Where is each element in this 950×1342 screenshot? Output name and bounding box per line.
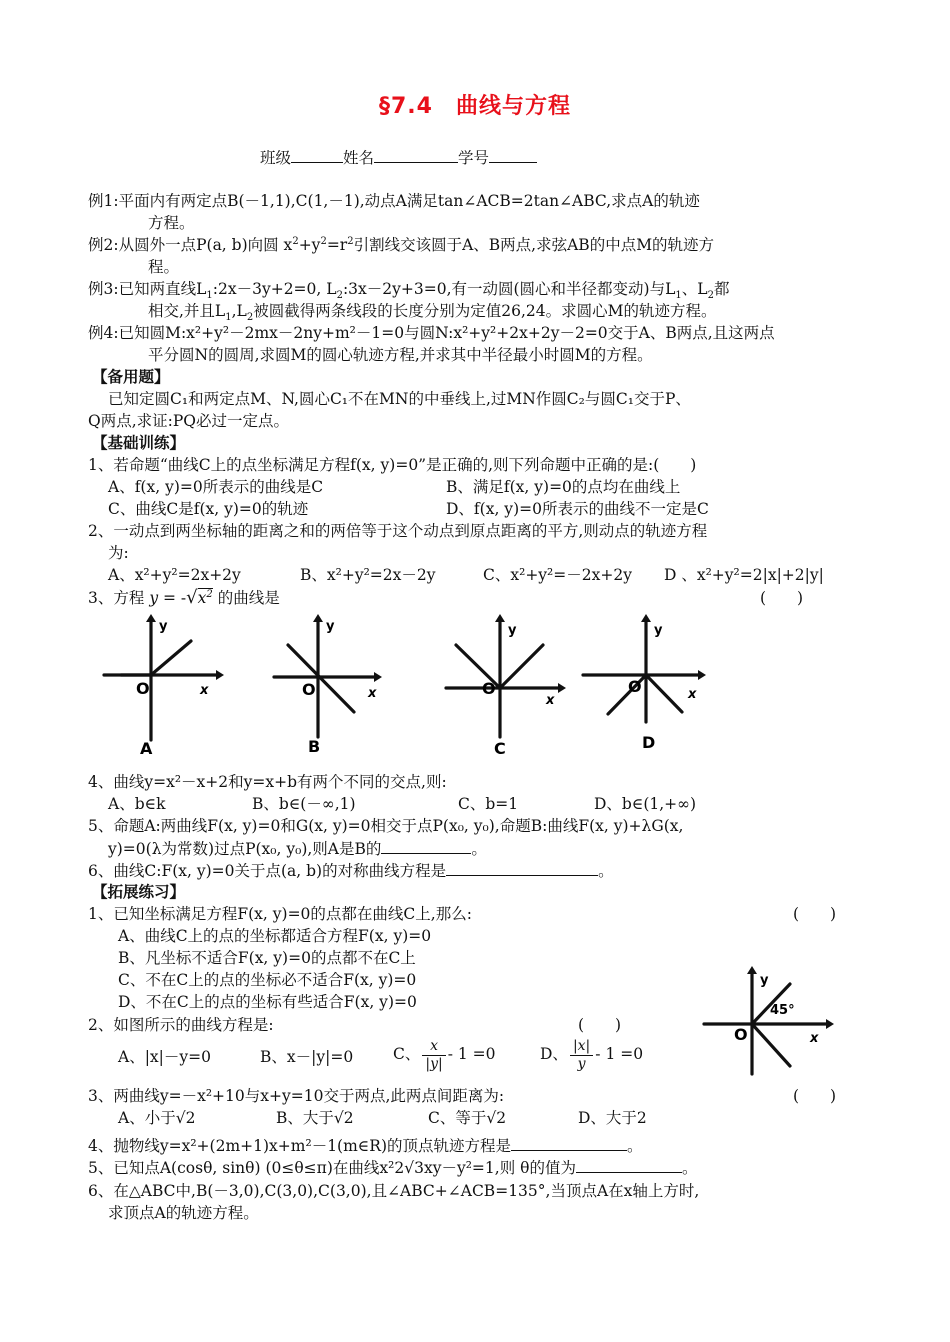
basic-q1-stem: 1、若命题“曲线C上的点坐标满足方程f(x, y)=0”是正确的,则下列命题中正确的是:( ) (88, 456, 697, 474)
ext-q3-option-b: B、大于√2 (276, 1109, 354, 1127)
basic-q2-option-a: A、x²+y²=2x+2y (108, 566, 241, 584)
svg-text:x: x (810, 1031, 819, 1046)
graph-d (578, 612, 718, 762)
ext-q1-option-a: A、曲线C上的点的坐标都适合方程F(x, y)=0 (118, 927, 432, 945)
basic-q1-option-a: A、f(x, y)=0所表示的曲线是C (108, 478, 324, 496)
backup-line-2: Q两点,求证:PQ必过一定点。 (88, 412, 289, 430)
svg-text:y: y (654, 623, 663, 638)
angle-label: 45° (770, 1003, 795, 1018)
svg-text:x: x (688, 687, 697, 702)
example-2: 例2:从圆外一点P(a, b)向圆 $x^2+y^2=r^2$引割线交该圆于A、B两点,求弦AB的中点M的轨迹方 (88, 235, 715, 254)
ext-q3-stem: 3、两曲线y=－x²+10与x+y=10交于两点,此两点间距离为: (88, 1087, 505, 1105)
ext-q1-option-b: B、凡坐标不适合F(x, y)=0的点都不在C上 (118, 949, 416, 967)
example-4: 例4:已知圆M:x²+y²－2mx－2ny+m²－1=0与圆N:x²+y²+2x+2y－2=0交于A、B两点,且这两点 (88, 324, 775, 342)
q6-answer-blank[interactable] (446, 859, 598, 876)
backup-heading: 【备用题】 (92, 367, 170, 386)
basic-q1-option-c: C、曲线C是f(x, y)=0的轨迹 (108, 500, 309, 518)
svg-text:y: y (508, 623, 517, 638)
ext-q2-option-b: B、x－|y|=0 (260, 1048, 354, 1066)
graph-b (266, 612, 396, 762)
basic-q4-option-a: A、b∈k (108, 795, 166, 813)
q5-answer-blank[interactable] (381, 837, 471, 854)
ext-q1-option-d: D、不在C上的点的坐标有些适合F(x, y)=0 (118, 993, 417, 1011)
basic-q6: 6、曲线C:F(x, y)=0关于点(a, b)的对称曲线方程是 。 (88, 859, 614, 882)
class-label: 班级 (260, 149, 292, 167)
basic-heading: 【基础训练】 (92, 433, 186, 452)
ray (151, 641, 191, 675)
fraction: $\frac{x}{|y|}$ (422, 1038, 445, 1073)
svg-text:x: x (368, 686, 377, 701)
basic-q3-answer-paren[interactable]: ( ) (760, 589, 804, 607)
graph-c (438, 612, 568, 762)
name-blank[interactable] (374, 146, 458, 163)
basic-q2-stem: 2、一动点到两坐标轴的距离之和的两倍等于这个动点到原点距离的平方,则动点的轨迹方程 (88, 522, 708, 540)
y-label: y (159, 619, 168, 634)
student-info-line (260, 146, 537, 169)
example-1-cont: 方程。 (148, 214, 195, 232)
basic-q2-stem-cont: 为: (108, 544, 129, 562)
svg-text:D: D (642, 733, 656, 752)
basic-q1-option-d: D、f(x, y)=0所表示的曲线不一定是C (446, 500, 709, 518)
example-4-cont: 平分圆N的圆周,求圆M的圆心轨迹方程,并求其中半径最小时圆M的方程。 (148, 346, 653, 364)
basic-q4-stem: 4、曲线y=x²－x+2和y=x+b有两个不同的交点,则: (88, 773, 447, 791)
name-label: 姓名 (343, 149, 375, 167)
extension-heading: 【拓展练习】 (92, 882, 186, 901)
svg-text:O: O (734, 1025, 748, 1044)
basic-q3-stem: 3、方程 $y = -√x^2$ 的曲线是 (88, 587, 280, 608)
svg-text:O: O (482, 679, 496, 698)
class-blank[interactable] (291, 146, 343, 163)
basic-q4-option-d: D、b∈(1,+∞) (594, 795, 697, 813)
basic-q2-option-d: D 、x²+y²=2|x|+2|y| (664, 566, 824, 584)
ext-q2-answer-paren[interactable]: ( ) (578, 1016, 622, 1034)
ext-q4-answer-blank[interactable] (511, 1134, 627, 1151)
example-1: 例1:平面内有两定点B(－1,1),C(1,－1),动点A满足tan∠ACB=2tan∠ABC,求点A的轨迹 (88, 192, 700, 210)
ext-q3-option-c: C、等于√2 (428, 1109, 507, 1127)
basic-q1-option-b: B、满足f(x, y)=0的点均在曲线上 (446, 478, 681, 496)
basic-q5-line1: 5、命题A:两曲线F(x, y)=0和G(x, y)=0相交于点P(x₀, y₀),命题B:曲线F(x, y)+λG(x, (88, 817, 684, 835)
svg-text:B: B (308, 737, 321, 756)
basic-q2-option-c: C、x²+y²=－2x+2y (483, 566, 632, 584)
sqrt-sign: √ (186, 587, 198, 608)
svg-text:y: y (760, 973, 769, 988)
basic-q4-option-c: C、b=1 (458, 795, 519, 813)
ext-q6-line2: 求顶点A的轨迹方程。 (108, 1204, 259, 1222)
radicand: $x^2$ (197, 588, 213, 607)
example-2-cont: 程。 (148, 258, 180, 276)
graph-label: A (140, 739, 153, 758)
ext-q2-option-c: C、 $\frac{x}{|y|}$ - 1 =0 (393, 1037, 496, 1072)
number-label: 学号 (458, 149, 490, 167)
example-3-cont: 相交,并且$L_1,L_2$被圆截得两条线段的长度分别为定值26,24。求圆心M的轨迹方程。 (148, 302, 717, 324)
ext-q2-option-d: D、 $\frac{|x|}{y}$ - 1 =0 (540, 1037, 644, 1072)
ext-q2-figure (698, 962, 848, 1080)
graph-a (96, 612, 246, 762)
ext-q3-option-a: A、小于√2 (118, 1109, 196, 1127)
ext-q5: 5、已知点A(cosθ, sinθ) (0≤θ≤π)在曲线x²2√3xy－y²=1,则 θ的值为 。 (88, 1156, 697, 1179)
ext-q5-answer-blank[interactable] (576, 1156, 682, 1173)
origin-label: O (136, 679, 150, 698)
fraction: $\frac{|x|}{y}$ (570, 1038, 593, 1073)
svg-text:C: C (494, 739, 506, 758)
svg-text:O: O (628, 677, 642, 696)
ext-q6-line1: 6、在△ABC中,B(－3,0),C(3,0),C(3,0),且∠ABC+∠ACB=135°,当顶点A在x轴上方时, (88, 1182, 700, 1200)
backup-line-1: 已知定圆C₁和两定点M、N,圆心C₁不在MN的中垂线上,过MN作圆C₂与圆C₁交于P、 (108, 390, 691, 408)
x-label: x (200, 683, 209, 698)
ext-q1-stem: 1、已知坐标满足方程F(x, y)=0的点都在曲线C上,那么: (88, 905, 472, 923)
page-title: §7.4 曲线与方程 (379, 94, 571, 119)
svg-text:x: x (546, 693, 555, 708)
ext-q2-option-a: A、|x|－y=0 (118, 1048, 211, 1066)
number-blank[interactable] (489, 146, 537, 163)
svg-text:O: O (302, 680, 316, 699)
ext-q3-answer-paren[interactable]: ( ) (793, 1087, 837, 1105)
ext-q1-answer-paren[interactable]: ( ) (793, 905, 837, 923)
basic-q4-option-b: B、b∈(－∞,1) (252, 795, 356, 813)
example-3: 例3:已知两直线$L_1:2x-3y+2=0$, $L_2:3x-2y+3=0$,有一动圆(圆心和半径都变动)与$L_1$、$L_2$都 (88, 280, 730, 302)
basic-q5-line2: y)=0(λ为常数)过点P(x₀, y₀),则A是B的 。 (108, 837, 487, 860)
ext-q1-option-c: C、不在C上的点的坐标必不适合F(x, y)=0 (118, 971, 417, 989)
ext-q2-stem: 2、如图所示的曲线方程是: (88, 1016, 274, 1034)
ext-q3-option-d: D、大于2 (578, 1109, 647, 1127)
basic-q2-option-b: B、x²+y²=2x－2y (300, 566, 436, 584)
svg-text:y: y (326, 619, 335, 634)
ext-q4: 4、抛物线y=x²+(2m+1)x+m²－1(m∈R)的顶点轨迹方程是 。 (88, 1134, 643, 1157)
